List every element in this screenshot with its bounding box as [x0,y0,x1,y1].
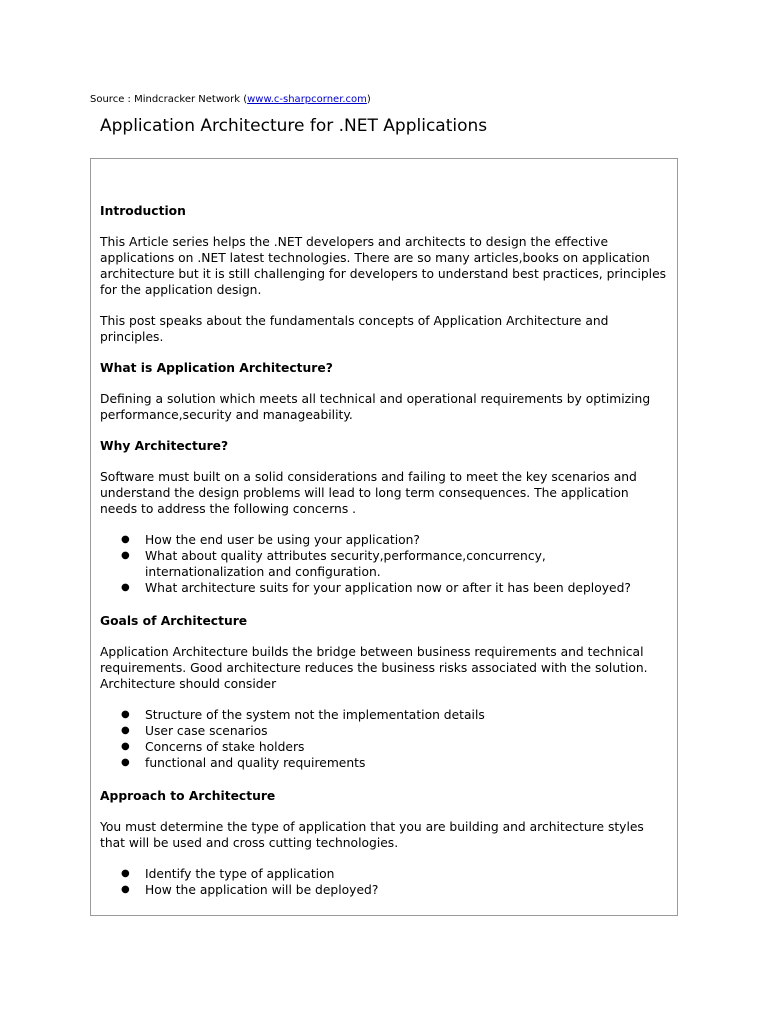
approach-list [100,866,668,898]
source-suffix: ) [366,94,371,105]
heading-what-is-architecture: What is Application Architecture? [100,361,333,375]
bullet-icon: ● [121,550,130,561]
list-item [121,707,668,723]
why-list [100,532,668,596]
list-item-text: What about quality attributes security,performance,concurrency, internationalization and configuration. [145,549,546,579]
list-item [121,739,668,755]
bullet-icon: ● [121,709,130,720]
bullet-icon: ● [121,582,130,593]
list-item-text: functional and quality requirements [145,756,366,770]
source-link[interactable]: www.c-sharpcorner.com [247,94,367,105]
heading-why-architecture: Why Architecture? [100,439,229,453]
list-item [121,723,668,739]
intro-paragraph-1: This Article series helps the .NET developers and architects to design the effective applications on .NET latest technologies. There are so many articles,books on application architecture but it is still challenging for developers to understand best practices, principles for the application design. [100,235,667,297]
list-item [121,882,668,898]
list-item-text: How the application will be deployed? [145,883,379,897]
article-box [90,158,678,916]
bullet-icon: ● [121,884,130,895]
bullet-icon: ● [121,725,130,736]
what-paragraph: Defining a solution which meets all technical and operational requirements by optimizing performance,security and manageability. [100,392,651,422]
heading-goals-of-architecture: Goals of Architecture [100,614,248,628]
goals-list [100,707,668,771]
list-item [121,866,668,882]
list-item-text: How the end user be using your application? [145,533,420,547]
bullet-icon: ● [121,868,130,879]
source-line [90,93,371,106]
source-prefix: Source : Mindcracker Network ( [90,94,248,105]
intro-paragraph-2: This post speaks about the fundamentals concepts of Application Architecture and principles. [100,314,609,344]
bullet-icon: ● [121,534,130,545]
list-item-text: What architecture suits for your application now or after it has been deployed? [145,581,631,595]
list-item-text: Structure of the system not the implementation details [145,708,485,722]
goals-paragraph: Application Architecture builds the bridge between business requirements and technical requirements. Good architecture reduces the business risks associated with the solution. Architecture should consider [100,645,648,691]
bullet-icon: ● [121,741,130,752]
list-item [121,548,668,580]
heading-approach-to-architecture: Approach to Architecture [100,789,276,803]
why-paragraph: Software must built on a solid considerations and failing to meet the key scenarios and understand the design problems will lead to long term consequences. The application needs to address the following concerns . [100,470,637,516]
list-item [121,532,668,548]
approach-paragraph: You must determine the type of application that you are building and architecture styles that will be used and cross cutting technologies. [100,820,644,850]
list-item-text: Concerns of stake holders [145,740,305,754]
list-item [121,755,668,771]
article-content [100,203,668,915]
document-title: Application Architecture for .NET Applications [100,116,488,136]
bullet-icon: ● [121,757,130,768]
list-item-text: User case scenarios [145,724,268,738]
list-item [121,580,668,596]
list-item-text: Identify the type of application [145,867,335,881]
heading-introduction: Introduction [100,204,186,218]
